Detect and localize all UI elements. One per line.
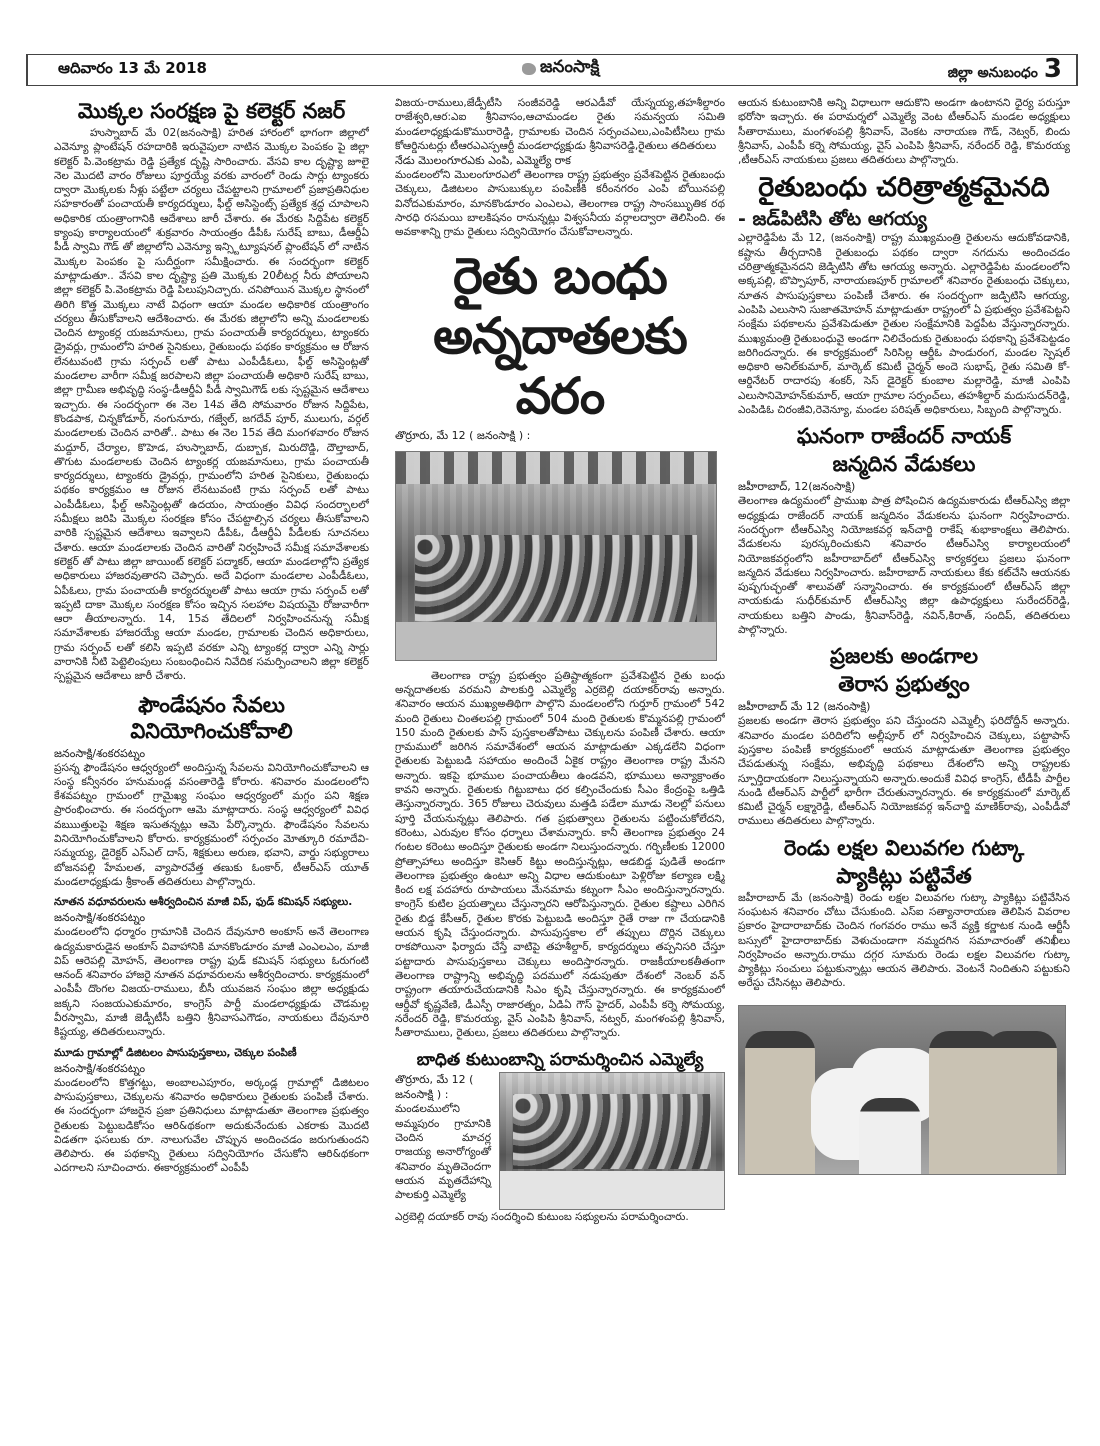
tent-canopy bbox=[396, 452, 716, 484]
lead-article-rythu-bandhu bbox=[395, 246, 725, 1041]
mla-story-layout bbox=[395, 1072, 725, 1210]
article-body: జహీరాబాద్ మే (జనంసాక్షి) రెండు లక్షల విలువగల గుట్కా ప్యాకిట్లు పట్టివేసిన సంఘటన శనివారం చోటు చేసుకుంది. ఎస్ఐ సత్యానారాయణ తెలిపిన వివరాల ప్రకారం హైదారాబాద్‌కు చెందిన గంగవరం రాము అనే వ్యక్తి కర్ణాటక నుండి ఆర్టీసీ బస్సులో హైదారాబాద్‌కు వెళుచుండాగా నమ్మదగిన సమాచారంతో తనిఖీలు నిర్వహించం అన్నారు.రాము దగ్గర సూమరు రెండు లక్షల విలువగల గుట్కా ప్యాకిట్లు సంచులు పట్టుకున్నాట్లు ఆయన తెలిపారు. వెంటనే నిందితుని పట్టుకుని అరేస్టు చేసినట్లు తెలిపారు. bbox=[738, 891, 1070, 990]
article-dateline: తొర్రూరు, మే 12 ( జనంసాక్షి ) : bbox=[395, 1073, 474, 1102]
issue-date: ఆదివారం 13 మే 2018 bbox=[58, 59, 207, 77]
article-headline-line-1: ఘనంగా రాజేందర్ నాయక్ bbox=[796, 424, 1012, 449]
article-body: మండలంలోని కొత్తగట్టు, అంబాలఎపూరం, అర్కండ్ల గ్రామాల్లో డిజిటలం పాసుపుస్తకాలు, చెక్కులను శనివారం అధికారులు రైతులకు పంపిణీ చేశారు. ఈ సందర్భంగా హాజరైన ప్రజా ప్రతినిధులు మాట్లాడుతూ తెలంగాణ ప్రభుత్వం రైతులకు పెట్టుబడికోసం ఆరి&థకంగా అదుకునేందుకు ఎకరాకు మొదటి విడతగా ఫసలుకు రూ. నాలుగువేల చొప్పున అందించడం జరుగుతుందని తెలిపారు. ఈ పథకాన్ని రైతులు సద్వినియోగం చేసుకోని ఆరి&థకంగా ఎదగాలని సూచించారు. ఈకార్యక్రమంలో ఎంపీపీ bbox=[54, 1076, 369, 1175]
article-rajender-birthday bbox=[738, 423, 1070, 637]
article-rythu-bandhu-historic bbox=[738, 171, 1070, 417]
article-headline-line-2: జన్మదిన వేడుకలు bbox=[832, 452, 976, 477]
article-body: ప్రజలకు అండగా తెరాస ప్రభుత్వం పని చేస్తుందని ఎమ్మెల్సీ ఫరిదోద్దీన్ అన్నారు. శనివారం మండల పరిదిలోని అల్లీపూర్ లో నిర్వహించిన చెక్కులు, పట్టాపాస్ పుస్తకాల పంపిణీ కార్యక్రమంలో ఆయన మాట్లాడుతూ తెలంగాణ ప్రభుత్వం చేపడుతున్న సంక్షేమ, అభివృద్ది పథకాలు దేశంలోని అన్ని రాష్ట్రలకు స్పూర్తిదాయకంగా నిలుస్తున్నాయని అన్నారు.అందుకే వివిధ కాంగ్రెస్, టీడీపీ పార్టీల నుండి టీఆర్ఎస్ పార్టీలో భారీగా చేరుతున్నారన్నారు. ఈ కార్యక్రమంలో మార్కెట్ కమిటీ చైర్మన్ లక్ష్మారెడ్డి, టీఆర్ఎస్ నియోజకవర్గ ఇన్‌చార్జి మాణిక్‌రావు, ఎంపీడీవో రాములు తదితరులు పాల్గొన్నారు. bbox=[738, 715, 1070, 828]
left-column bbox=[54, 96, 369, 1436]
police-officer bbox=[745, 1031, 815, 1174]
police-officer bbox=[987, 1031, 1057, 1174]
mla-photo bbox=[499, 1072, 725, 1210]
bier bbox=[500, 1171, 724, 1209]
sub-article-body: మండలంలోని మొలంగూరఎలో తెలంగాణ రాష్ట్ర ప్రభుత్వం ప్రవేశపెట్టిన రైతుబంధు చెక్కులు, డిజిటలం పాసుబుక్కుల పంపిణీకి కరీంనగరం ఎంపి బోయినపల్లి వినోదఎకుమారం, మానకొండూరం ఎంఎలఎ, తెలంగాణ రాష్ట్ర సాంసఋృతిక రథ సారధి రసమయి బాలకిషనం రానున్నట్లు విశ్వసనీయ వర్గాలద్వారా తెలిసింది. ఈ అవకాశాన్ని గ్రామ రైతులు సద్వినియోగం చేసుకోవాలన్నారు. bbox=[395, 169, 725, 239]
article-continuation: ఆయన కుటుంబానికి అన్ని విధాలుగా ఆదుకొని అండగా ఉంటానని ధైర్య పరుస్తూ భరోసా ఇచ్చారు. ఈ పరామర్శలో ఎమ్మెల్యే వెంట టీఆర్ఎస్ మండల అధ్యక్షులు సీతారాములు, మంగళంపల్లి శ్రీనివాస్, వెంకట నారాయణ గౌడ్, నెట్వర్, బిందు శ్రీనివాస్, ఎంపీపీ కర్నె సోమయ్య, వైస్ ఎంపిపి శ్రీనివాస్, నరేందర్ రెడ్డి, కొమరయ్య ,టీఆర్ఎస్ నాయకులు ప్రజలు తదితరులు పాల్గొన్నారు. bbox=[738, 97, 1070, 167]
article-headline-line-1: ప్రజలకు అండగాల bbox=[830, 644, 978, 669]
article-body-narrow: మండలములోని అమ్మపురం గ్రామానికి చెందిన మాచర్ల రాజయ్య అనారోగ్యంతో శనివారం మృతిచెందగా ఆయన మృతదేహాన్ని పాలకుర్తి ఎమ్మెల్యే bbox=[395, 1103, 491, 1202]
article-dateline: జనంసాక్షి/శంకరపట్నం bbox=[54, 746, 146, 760]
article-body: ఎల్లారెడ్డిపేట మే 12, (జనంసాక్షి) రాష్ట్ర ముఖ్యమంత్రి రైతులను ఆదుకోవడానికి, కష్టాను తీర్చదానికి రైతుబంధు పథకం ద్వారా నగదును అందించడం చరిత్రాత్మకమైనదని జెడ్పిటిసి తోట ఆగయ్య అన్నారు. ఎల్లారెడ్డిపేట మండలంలోని అక్కపల్లి, బొప్పాపూర్, నారాయణపూర్ గ్రామాలలో శనివారం రైతుబంధు చెక్కులు, నూతన పాసుపుస్తకాలు పంపిణీ చేశారు. ఈ సందర్భంగా జడ్పిటిసి ఆగయ్య, ఎంపిపి ఎలుసాని సుజాతమోహన్ మాట్లాడుతూ రాష్ట్రంలో ఏ ప్రభుత్వం ప్రవేశపెట్టని సంక్షేమ పథకాలను ప్రవేశపెడుతూ రైతుల సంక్షేమానికి పెద్దపీట వేస్తున్నారన్నారు. ముఖ్యమంత్రి రైతుబంధువై అండగా నిలిచేందుకు రైతుబంధు పథకాన్ని ప్రవేశపెట్టడం జరిగిందన్నారు. ఈ కార్యక్రమంలో సిరిసిల్ల ఆర్డీఓ పాండురంగ, మండల స్పెషల్ అధికారి అనిల్‌కుమార్, మార్కెట్ కమిటీ చైర్మన్ అందె సుభాష్, రైతు సమితి కో-ఆర్డినేటర్ రాదారపు శంకర్, సెస్ డైరెక్టర్ కుంబాల మల్లారెడ్డి, మాజీ ఎంపిపి ఎలుసానిమోహన్‌కుమార్, ఆయా గ్రామాల సర్పంచ్‌లు, తహశీల్దార్ మదుసుదన్‌రెడ్డి, ఎంపిడిఓ చిరంజీవి,రెవెన్యూ, మండల పరిషత్ అధికారులు, సిబ్బంది పాల్గొన్నారు. bbox=[738, 232, 1070, 417]
police-photo bbox=[738, 1005, 1066, 1175]
article-headline: మూడు గ్రామాల్లో డిజిటలం పాసుపుస్తకాలు, చెక్కుల పంపిణీ bbox=[54, 1046, 297, 1059]
article-body: తెలంగాణ ఉద్యమంలో ప్రాముఖ పాత్ర పోషించిన ఉద్యమకారుడు టీఆర్ఎస్వి జిల్లా అధ్యక్షుడు రాజేందర్ నాయక్ జన్మదినం వేడుకలను ఘనంగా నిర్వహించారు. సందర్భంగా టీఆర్ఎస్వి నియోజకవర్గ ఇన్‌చార్జి రాకేష్ శుభాకాంక్షలు తెలిపారు. వేడుకలను పురస్కరించుకుని శనివారం టీఆర్ఎస్వి కార్యాలయంలో నియోజకవర్గంలోని జహీరాబాద్‌లో టీఆర్ఎస్వి కార్యకర్తలు ప్రజలు ఘనంగా జన్మదిన వేడుకలు నిర్వహించారు. జహీరాబాద్ నాయకులు కేకు కట్‌చేసి ఆయనకు పుష్పగుచ్ఛంతో శాలువతో సన్మానించారు. ఈ కార్యక్రమంలో టీఆర్ఎస్ జిల్లా నాయకుడు సుధీర్‌కుమార్ టీఆర్ఎస్వి జిల్లా ఉపాధ్యక్షులు సురేందర్‌రెడ్డి, నాయకులు బత్తిని పాండు, శ్రీనివాస్‌రెడ్డి, నవిన్,కిరాత్, సందిప్, తదితరులు పాల్గొన్నారు. bbox=[738, 495, 1070, 637]
article-dateline: జనంసాక్షి/శంకరపట్నం bbox=[54, 1061, 146, 1075]
telangana-map-icon bbox=[522, 63, 536, 75]
newspaper-name: జనంసాక్షి bbox=[540, 57, 600, 77]
group-of-people bbox=[513, 1094, 710, 1169]
masthead bbox=[26, 54, 1078, 86]
article-headline: మొక్కల సంరక్షణ పై కలెక్టర్ నజర్ bbox=[77, 99, 346, 123]
article-foundation-services bbox=[54, 692, 369, 890]
article-gutka-seizure bbox=[738, 835, 1070, 1175]
article-dateline: తొర్రూరు, మే 12 ( జనంసాక్షి ) : bbox=[395, 428, 531, 442]
article-newlyweds-blessing bbox=[54, 895, 369, 1039]
seated-accused bbox=[859, 1098, 921, 1174]
article-dateline: జనంసాక్షి/శంకరపట్నం bbox=[54, 911, 146, 925]
narrow-text-block bbox=[395, 1072, 491, 1210]
lead-headline-line-1: రైతు బంధు bbox=[453, 246, 667, 305]
crowd-on-stage bbox=[415, 535, 697, 622]
article-headline: నూతన వధూవరులను ఆశీర్వదించిన మాజీ విప్, ఫుడ్ కమిషన్ సభ్యులు. bbox=[54, 896, 353, 909]
article-body: తెలంగాణ రాష్ట్ర ప్రభుత్వం ప్రతిష్టాత్మకంగా ప్రవేశపెట్టిన రైతు బంధు అన్నదాతలకు వరమని పాలకుర్తి ఎమ్మెల్యే ఎర్రబెల్లి దయాకర్‌రావు అన్నారు. శనివారం ఆయన ముఖ్యఅతిథిగా పాల్గొని మండలంలోని గుర్తూర్ గ్రామంలో 542 మంది రైతులు చింతలపల్లి గ్రామంలో 504 మంది రైతులకు కొమ్మనపల్లి గ్రామంలో 150 మంది రైతులకు పాస్ పుస్తకాలతోపాటు చెక్కులను పంపిణీ చేశారు. ఆయా గ్రామములో జరిగిన సమావేశంలో ఆయన మాట్లాడుతూ ఎక్కడలేని విధంగా రైతులకు పెట్టుబడి సహాయం అందించే ఏకైక రాష్ట్రం తెలంగాణ రాష్ట్ర మేనని అన్నారు. ఇకపై భూముల పంచాయతీలు ఉండవని, భూములు అన్యాక్రాంతం కావని అన్నారు. రైతులకు గిట్టుబాటు ధర కల్పించేందుకు సీఎం కేంద్రంపై ఒత్తిడి తెస్తున్నారన్నారు. 365 రోజులు చెరువులు మత్తడి పడేలా మూడు నెలల్లో పనులు పూర్తి చేయనున్నట్లు తెలిపారు. గత ప్రభుత్వాలు రైతులను పట్టించుకోలేదని, కరెంటు, ఎరువుల కోసం ధర్నాలు చేశామన్నారు. కానీ తెలంగాణ ప్రభుత్వం 24 గంటల కరెంటు అందిస్తూ రైతులకు అండగా నిలుస్తుందన్నారు. గర్భిణీలకు 12000 ప్రోత్సాహాలు అందిస్తూ కెసిఆర్ కిట్టు అందిస్తున్నట్లు, ఆడబిడ్డ పుడితే అండగా తెలంగాణ ప్రభుత్వం ఉంటూ అన్ని విధాల ఆదుకుంటూ పెళ్లిరోజు కల్యాణ లక్ష్మి కింద లక్ష పదహారు రూపాయలు మేనమామ కట్నంగా సీఎం అందిస్తున్నారన్నారు. కాంగ్రెస్ కుటిల ప్రయత్నాలు చేస్తున్నారని ఆరోపిస్తున్నారు. రైతుల కష్టాలు ఎరిగిన రైతు బిడ్డ కేసీఆర్, రైతుల కొరకు పెట్టుబడి అందిస్తూ రైతే రాజు గా చేయడానికి ఆయన కృషి చేస్తుందన్నారు. పాసుపుస్తకాల లో తప్పులు దొర్లిన చెక్కులు రాకపోయినా ఫిర్యాదు చేస్తే వాటిపై తహశీల్దార్, కార్యదర్శులు తప్పనిసరి చేస్తూ పట్టాదారు పాసుపుస్తకాలు చెక్కులు అందిస్తారన్నారు. రాజకీయాలకతీతంగా తెలంగాణ రాష్ట్రాన్ని అభివృద్ధి పదములో నడుపుతూ దేశంలో నెంబర్ వన్ రాష్ట్రంగా తయారుచేయడానికి సిఎం కృషి చేస్తున్నారన్నారు. ఈ కార్యక్రమంలో ఆర్డీవో కృష్ణవేణి, డీఎస్పీ రాజారత్నం, ఏడిఏ గౌస్ హైదర్, ఎంపీపీ కర్నె సోమయ్య, నరేందర్ రెడ్డి, కొమరయ్య, వైస్ ఎంపిపి శ్రీనివాస్, నట్వర్, మంగళంపల్లి శ్రీనివాస్, సీతారాములు, రైతులు, ప్రజలు తదితరులు పాల్గొన్నారు. bbox=[395, 669, 725, 1040]
section-label bbox=[948, 56, 1062, 84]
article-subhead: - జడ్‌పిటిసి తోట ఆగయ్య bbox=[738, 208, 927, 231]
article-body: మండలంలోని ధర్మారం గ్రామానికి చెందిన దేవునూరి అంకూస్ అనే తెలంగాణ ఉద్యమకారుడైన అంకూస్ వివాహానికి మానకొండూరం మాజీ ఎంఎలఎం, మాజీ విప్ ఆరెపల్లి మోహన్, తెలంగాణ రాష్ట్ర ఫుడ్ కమిషన్ సభ్యులు ఓరుగంటి ఆనంద్ శనివారం హాజరై నూతన వధూవరులను ఆశీర్వదించారు. కార్యక్రమంలో ఎంపీపీ దొంగల విజయ-రాములు, బీసీ యువజన సంఘం జిల్లా అధ్యక్షుడు జక్కని సంజయఎకుమారం, కాంగ్రెస్ పార్టీ మండలాధ్యక్షుడు చౌడమల్ల వీరస్వామి, మాజీ జెడ్పీటీసీ బత్తిని శ్రీనివాసఎగౌడం, నాయకులు దేవునూరి కిష్టయ్య, తదితరులున్నారు. bbox=[54, 926, 369, 1039]
article-body: హుస్నాబాద్ మే 02(జనంసాక్షి) హరిత హారంలో భాగంగా జిల్లాలో ఎవెన్యూ ప్లాంటేషన్ రహదారికి ఇరువైపులా నాటిన మొక్కల పెంపకం పై జిల్లా కలెక్టర్ పి.వెంకట్రామ రెడ్డి ప్రత్యేక దృష్టి సారించారు. వేసవి కాల దృష్ట్యా జూలై నెల మొదటి వారం రోజులు పూర్తయ్యే వరకు వారంలో రెండు సార్లు ట్యాంకరు ద్వారా మొక్కలకు నీళ్లు పట్టేలా చర్యలు చేపట్టాలని గ్రామాలలో ప్రజాప్రతినిధుల సహకారంతో పంచాయతీ కార్యదర్శులు, ఫీల్డ్ అసిస్టెంట్స్ ప్రత్యేక శ్రద్ధ చూపాలని అధికారిక యంత్రాంగానికి ఆదేశాలు జారీ చేశారు. ఈ మేరకు సిద్దిపేట కలెక్టర్ క్యాంపు కార్యాలయంలో శుక్రవారం సాయంత్రం డీపీఓ సురేష్ బాబు, డీఆర్డీఏ పీడీ స్వామి గౌడ్ తో జిల్లాలోని ఎవెన్యూ ఇన్స్టిట్యూషనల్ ప్లాంటేషన్ లో నాటిన మొక్కల పెంపకం పై సుదీర్ఘంగా సమీక్షించారు. ఈ సందర్భంగా కలెక్టర్ మాట్లాడుతూ.. వేసవి కాల దృష్ట్యా ప్రతి మొక్కకు 20లీటర్ల నీరు పోయాలని జిల్లా కలెక్టర్ పి.వెంకట్రామ రెడ్డి పిలుపునిచ్చారు. చనిపోయిన మొక్కల స్థానంలో తిరిగి కొత్త మొక్కలు నాటే విధంగా ఆయా మండల అధికారిక యంత్రాంగం చర్యలు తీసుకోవాలని ఆదేశించారు. ఈ మేరకు జిల్లాలోని అన్ని మండలాలకు చెందిన ట్యాంకర్ల యజమానులు, గ్రామ పంచాయతీ కార్యదర్శులు, ట్యాంకరు డ్రైవర్లు, గ్రామంలోని హరిత సైనికులు, రైతుబంధు పథకం కార్యక్రమం ఆ రోజున లేనటువంటి గ్రామ సర్పంచ్ లతో పాటు ఎంపీడీఓలు, ఫీల్డ్ అసిస్టెంట్లతో మండలాల వారీగా సమీక్ష జరపాలని జిల్లా పంచాయతీ అధికారి సురేష్ బాబు, జిల్లా గ్రామీణ అభివృద్ధి సంస్థ-డీఆర్డీఏ పీడీ స్వామిగౌడ్ లకు స్పష్టమైన ఆదేశాలు ఇచ్చారు. ఈ సందర్భంగా ఈ నెల 14వ తేది సోమవారం రోజున సిద్దిపేట, కొండపాక, చిన్నకోడూర్, నంగునూరు, గజ్వేల్, జగదేవ్ పూర్, ములుగు, వర్గల్ మండలాలకు చెందిన వారితో.. పాటు ఈ నెల 15వ తేది మంగళవారం రోజున మద్దూర్, చేర్యాల, కొహెడ, హుస్నాబాద్, దుబ్బాక, మిరుదొడ్డి, దౌల్తాబాద్, తొగుట మండలాలకు చెందిన ట్యాంకర్ల యజమానులు, గ్రామ పంచాయతీ కార్యదర్శులు, ట్యాంకరు డ్రైవర్లు, గ్రామంలోని హరిత సైనికులు, రైతుబంధు పథకం కార్యక్రమం ఆ రోజున లేనటువంటి గ్రామ సర్పంచ్ లతో పాటు ఎంపీడీఓలు, ఫీల్డ్ అసిస్టెంట్లతో ఉదయం, సాయంత్రం వివిధ సందర్భాలలో సమీక్షలు జరిపి మొక్కల సంరక్షణ కోసం చేపట్టాల్సిన చర్యలు తీసుకోవాలని వారికి స్పష్టమైన ఆదేశాలు ఇవ్వాలని డీపీఓ, డీఆర్డీఏ పీడీలకు సూచనలు చేశారు. ఆయా మండలాలకు చెందిన వారితో నిర్వహించే సమీక్ష సమావేశాలకు కలెక్టర్ తో పాటు జిల్లా జాయింట్ కలెక్టర్ పద్మాకర్, ఆయా మండలాల్లోని ప్రత్యేక అధికారులు హాజరవుతారని చెప్పారు. అదే విధంగా మండలాల ఎంపీడీఓలు, ఏపీఓలు, గ్రామ పంచాయతీ కార్యదర్శులతో పాటు ఆయా గ్రామ సర్పంచ్ లతో ఇప్పటి దాకా మొక్కల సంరక్షణ కోసం ఇచ్చిన సలహాల విషయమై రోజువారీగా ఆరా తీయాలన్నారు. 14, 15వ తేదిలలో నిర్వహించనున్న సమీక్ష సమావేశాలకు హాజరయ్యే ఆయా మండల, గ్రామాలకు చెందిన అధికారులు, గ్రామ సర్పంచ్ లతో కలిసి ఇప్పటి వరకూ ఎన్ని ట్యాంకర్ల ద్వారా ఎన్ని సార్లు వారానికి నీటి పెట్టెలింపులు సంబంధించిన నివేదిక సమర్పించాలని జిల్లా కలెక్టర్ స్పష్టమైన ఆదేశాలు జారీ చేశారు. bbox=[54, 127, 369, 683]
article-digital-passbooks bbox=[54, 1046, 369, 1176]
article-headline: రైతుబంధు చరిత్రాత్మకమైనది bbox=[758, 172, 1050, 204]
section-name: జిల్లా అనుబంధం bbox=[947, 65, 1038, 81]
article-collector-plants bbox=[54, 98, 369, 684]
article-body-full: ఎర్రబెల్లి దయాకర్ రావు సందర్శించి కుటుంబ సభ్యులను పరామర్శించారు. bbox=[395, 1211, 689, 1224]
page-number: 3 bbox=[1043, 54, 1062, 84]
article-headline-line-1: రెండు లక్షల విలువగల గుట్కా bbox=[783, 835, 1025, 860]
article-mla-condolence bbox=[395, 1048, 725, 1224]
article-trs-government bbox=[738, 643, 1070, 828]
article-headline: ఫౌండేషనం సేవలు వినియోగించుకోవాలి bbox=[130, 692, 293, 743]
article-dateline: జహీరాబాద్ మే 12 (జనంసాక్షి) bbox=[738, 700, 871, 714]
middle-column bbox=[395, 96, 725, 1436]
newspaper-logo bbox=[518, 57, 603, 81]
lead-headline-line-2: అన్నదాతలకు వరం bbox=[433, 306, 687, 425]
sub-headline: నేడు మొలంగూరఎకు ఎంపి, ఎమ్మెల్యే రాక bbox=[395, 154, 571, 168]
article-body: ప్రసన్న ఫౌండేషనం ఆధ్వర్యంలో అందిస్తున్న సేవలను వినియోగించుకోవాలని ఆ సంస్థ కన్వీనరం హనుమండ్ల వసంతారెడ్డి కోరారు. శనివారం మండలంలోని కేశవపట్నం గ్రామంలో గ్రామైఖ్య సంఘం ఆధ్వర్యంలో మగ్గం పని శిక్షణ ప్రారంభించారు. ఈ సందర్భంగా ఆమె మాట్లాదారు. సంస్థ ఆధ్వర్యంలో వివిధ వఋుత్తులపై శిక్షణ ఇసుతన్నట్లు ఆమె పేర్కొన్నారు. ఫౌండేషనం సేవలను వినియోగించుకోవాలని కోరారు. కార్యక్రమంలో సర్పంచం మోత్కూరి రమాదేవి-సమ్మయ్య, డైరెక్టర్ ఎస్ఎల్ దాస్, శిక్షకులు అరుణ, భవాని, వార్డు సభ్యురాలు బోజనపల్లి హేమలత, వ్యాపారవేత్త తణుకు ఓంకార్, టీఆర్ఎస్ యూత్ మండలాధ్యక్షుడు శ్రీకాంత్ తదితరులు పాల్గొన్నారు. bbox=[54, 761, 369, 888]
right-column bbox=[738, 96, 1070, 1436]
article-dateline: జహీరాబాద్, 12(జనంసాక్షి) bbox=[738, 480, 856, 494]
article-headline-line-2: తెరాస ప్రభుత్వం bbox=[838, 672, 970, 697]
lead-photo bbox=[395, 451, 717, 661]
article-headline: బాధిత కుటుంబాన్ని పరామర్శించిన ఎమ్మెల్యే bbox=[416, 1050, 704, 1071]
article-headline-line-2: ప్యాకిట్లు పట్టివేత bbox=[836, 863, 972, 888]
ground bbox=[396, 622, 716, 659]
article-continuation: విజయ-రాములు,జేడ్పీటీసి సంజీవరెడ్డి ఆరఎడీవో యేస్నయ్య,తహశీల్దారం రాజేశ్వరి,ఆర:ఎఐ శ్రీనివాసం,ఆచామండల రైతు సమన్వయ సమితి మండలాధ్యక్షుడుకొమురారెడ్డి, గ్రామాలకు చెందిన సర్పంచఎలు,ఎంపిటీసిలు గ్రామ కోఆర్డినుటర్లు టీఆరఎఎస్పఆర్టీ మండలాధ్యక్షుడు శ్రీనివాసరెడ్డి,రైతులు తదితరులు bbox=[395, 97, 725, 152]
